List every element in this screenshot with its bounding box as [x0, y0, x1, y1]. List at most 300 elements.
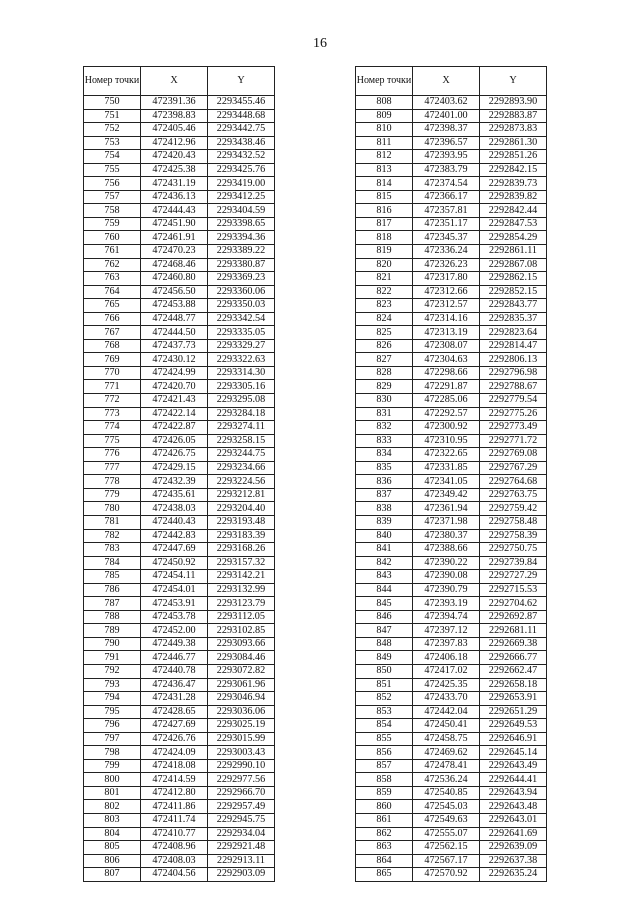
- cell-y: 2293204.40: [208, 502, 275, 516]
- cell-point-number: 793: [84, 678, 141, 692]
- table-row: [84, 719, 275, 733]
- cell-point-number: 823: [356, 299, 413, 313]
- table-row: [356, 813, 547, 827]
- cell-point-number: 812: [356, 150, 413, 164]
- cell-y: 2292727.29: [480, 570, 547, 584]
- cell-x: 472453.78: [141, 610, 208, 624]
- cell-point-number: 850: [356, 664, 413, 678]
- table-row: [84, 610, 275, 624]
- table-row: [356, 123, 547, 137]
- cell-x: 472540.85: [413, 786, 480, 800]
- cell-y: 2292635.24: [480, 868, 547, 882]
- cell-x: 472312.66: [413, 285, 480, 299]
- cell-y: 2292867.08: [480, 258, 547, 272]
- cell-x: 472446.77: [141, 651, 208, 665]
- table-row: [356, 705, 547, 719]
- table-row: [356, 96, 547, 110]
- table-row: [84, 258, 275, 272]
- cell-x: 472452.00: [141, 624, 208, 638]
- table-row: [84, 394, 275, 408]
- cell-point-number: 754: [84, 150, 141, 164]
- cell-point-number: 847: [356, 624, 413, 638]
- cell-x: 472341.05: [413, 475, 480, 489]
- cell-point-number: 814: [356, 177, 413, 191]
- cell-y: 2292769.08: [480, 448, 547, 462]
- cell-point-number: 758: [84, 204, 141, 218]
- table-row: [356, 190, 547, 204]
- cell-y: 2293142.21: [208, 570, 275, 584]
- cell-point-number: 865: [356, 868, 413, 882]
- cell-x: 472431.19: [141, 177, 208, 191]
- table-row: [84, 664, 275, 678]
- cell-x: 472478.41: [413, 759, 480, 773]
- table-row: [84, 326, 275, 340]
- cell-y: 2293132.99: [208, 583, 275, 597]
- table-row: [84, 502, 275, 516]
- cell-point-number: 777: [84, 461, 141, 475]
- table-row: [356, 475, 547, 489]
- cell-x: 472411.86: [141, 800, 208, 814]
- cell-x: 472336.24: [413, 245, 480, 259]
- table-row: [84, 705, 275, 719]
- cell-point-number: 782: [84, 529, 141, 543]
- cell-y: 2292643.94: [480, 786, 547, 800]
- cell-y: 2293425.76: [208, 163, 275, 177]
- table-row: [84, 759, 275, 773]
- cell-point-number: 803: [84, 813, 141, 827]
- header-y: Y: [480, 67, 547, 96]
- cell-y: 2292835.37: [480, 312, 547, 326]
- cell-y: 2293419.00: [208, 177, 275, 191]
- cell-y: 2293394.36: [208, 231, 275, 245]
- cell-x: 472442.04: [413, 705, 480, 719]
- cell-point-number: 788: [84, 610, 141, 624]
- cell-y: 2293036.06: [208, 705, 275, 719]
- cell-point-number: 834: [356, 448, 413, 462]
- cell-x: 472317.80: [413, 272, 480, 286]
- cell-x: 472326.23: [413, 258, 480, 272]
- cell-point-number: 820: [356, 258, 413, 272]
- cell-y: 2292649.53: [480, 719, 547, 733]
- table-row: [84, 136, 275, 150]
- table-row: [356, 272, 547, 286]
- cell-point-number: 770: [84, 366, 141, 380]
- cell-y: 2292739.84: [480, 556, 547, 570]
- cell-point-number: 799: [84, 759, 141, 773]
- table-row: [356, 773, 547, 787]
- cell-y: 2293084.46: [208, 651, 275, 665]
- table-row: [84, 339, 275, 353]
- table-row: [84, 96, 275, 110]
- cell-x: 472444.43: [141, 204, 208, 218]
- table-row: [84, 570, 275, 584]
- cell-y: 2293322.63: [208, 353, 275, 367]
- cell-point-number: 831: [356, 407, 413, 421]
- table-row: [84, 515, 275, 529]
- cell-y: 2293183.39: [208, 529, 275, 543]
- table-row: [84, 150, 275, 164]
- cell-y: 2293432.52: [208, 150, 275, 164]
- cell-point-number: 835: [356, 461, 413, 475]
- table-row: [84, 299, 275, 313]
- cell-point-number: 837: [356, 488, 413, 502]
- table-row: [356, 786, 547, 800]
- cell-point-number: 805: [84, 841, 141, 855]
- cell-point-number: 760: [84, 231, 141, 245]
- table-row: [84, 123, 275, 137]
- cell-x: 472417.02: [413, 664, 480, 678]
- cell-x: 472470.23: [141, 245, 208, 259]
- cell-y: 2292764.68: [480, 475, 547, 489]
- table-row: [356, 326, 547, 340]
- cell-point-number: 763: [84, 272, 141, 286]
- cell-point-number: 825: [356, 326, 413, 340]
- cell-x: 472436.13: [141, 190, 208, 204]
- cell-point-number: 839: [356, 515, 413, 529]
- cell-x: 472408.03: [141, 854, 208, 868]
- cell-x: 472436.47: [141, 678, 208, 692]
- table-row: [356, 461, 547, 475]
- cell-y: 2293295.08: [208, 394, 275, 408]
- cell-y: 2293284.18: [208, 407, 275, 421]
- cell-x: 472442.83: [141, 529, 208, 543]
- cell-x: 472424.09: [141, 746, 208, 760]
- cell-point-number: 815: [356, 190, 413, 204]
- cell-point-number: 781: [84, 515, 141, 529]
- cell-x: 472298.66: [413, 366, 480, 380]
- cell-x: 472404.56: [141, 868, 208, 882]
- cell-x: 472331.85: [413, 461, 480, 475]
- cell-x: 472549.63: [413, 813, 480, 827]
- cell-point-number: 852: [356, 692, 413, 706]
- cell-x: 472351.17: [413, 217, 480, 231]
- cell-x: 472322.65: [413, 448, 480, 462]
- cell-x: 472357.81: [413, 204, 480, 218]
- cell-x: 472310.95: [413, 434, 480, 448]
- cell-x: 472562.15: [413, 841, 480, 855]
- table-row: [356, 312, 547, 326]
- cell-point-number: 773: [84, 407, 141, 421]
- cell-point-number: 858: [356, 773, 413, 787]
- table-row: [84, 448, 275, 462]
- cell-x: 472570.92: [413, 868, 480, 882]
- cell-y: 2293369.23: [208, 272, 275, 286]
- cell-y: 2292645.14: [480, 746, 547, 760]
- table-row: [356, 610, 547, 624]
- cell-point-number: 768: [84, 339, 141, 353]
- cell-x: 472393.95: [413, 150, 480, 164]
- cell-x: 472435.61: [141, 488, 208, 502]
- table-row: [356, 651, 547, 665]
- table-row: [356, 339, 547, 353]
- cell-x: 472371.98: [413, 515, 480, 529]
- table-row: [356, 177, 547, 191]
- cell-point-number: 857: [356, 759, 413, 773]
- table-row: [356, 543, 547, 557]
- cell-x: 472405.46: [141, 123, 208, 137]
- cell-y: 2293314.30: [208, 366, 275, 380]
- cell-x: 472469.62: [413, 746, 480, 760]
- table-row: [356, 759, 547, 773]
- cell-y: 2292852.15: [480, 285, 547, 299]
- table-row: [84, 529, 275, 543]
- cell-x: 472437.73: [141, 339, 208, 353]
- cell-x: 472430.12: [141, 353, 208, 367]
- cell-x: 472390.79: [413, 583, 480, 597]
- cell-x: 472536.24: [413, 773, 480, 787]
- cell-point-number: 861: [356, 813, 413, 827]
- cell-y: 2292639.09: [480, 841, 547, 855]
- table-row: [84, 678, 275, 692]
- cell-y: 2292704.62: [480, 597, 547, 611]
- table-row: [356, 800, 547, 814]
- cell-x: 472567.17: [413, 854, 480, 868]
- table-row: [84, 285, 275, 299]
- cell-x: 472456.50: [141, 285, 208, 299]
- cell-point-number: 821: [356, 272, 413, 286]
- cell-point-number: 783: [84, 543, 141, 557]
- table-row: [356, 827, 547, 841]
- cell-y: 2293003.43: [208, 746, 275, 760]
- cell-point-number: 761: [84, 245, 141, 259]
- table-row: [84, 312, 275, 326]
- cell-y: 2292893.90: [480, 96, 547, 110]
- cell-x: 472448.77: [141, 312, 208, 326]
- cell-point-number: 769: [84, 353, 141, 367]
- cell-x: 472421.43: [141, 394, 208, 408]
- cell-y: 2292977.56: [208, 773, 275, 787]
- cell-point-number: 841: [356, 543, 413, 557]
- cell-y: 2292643.48: [480, 800, 547, 814]
- table-row: [356, 299, 547, 313]
- cell-point-number: 789: [84, 624, 141, 638]
- cell-x: 472453.91: [141, 597, 208, 611]
- cell-y: 2292842.44: [480, 204, 547, 218]
- cell-x: 472450.92: [141, 556, 208, 570]
- cell-y: 2292966.70: [208, 786, 275, 800]
- cell-x: 472426.05: [141, 434, 208, 448]
- table-row: [84, 109, 275, 123]
- cell-y: 2292861.11: [480, 245, 547, 259]
- cell-y: 2293380.87: [208, 258, 275, 272]
- cell-y: 2293360.06: [208, 285, 275, 299]
- cell-y: 2292913.11: [208, 854, 275, 868]
- table-body-right: [356, 96, 547, 882]
- cell-x: 472424.99: [141, 366, 208, 380]
- cell-point-number: 864: [356, 854, 413, 868]
- cell-point-number: 780: [84, 502, 141, 516]
- cell-y: 2293168.26: [208, 543, 275, 557]
- cell-point-number: 836: [356, 475, 413, 489]
- cell-point-number: 764: [84, 285, 141, 299]
- table-row: [356, 854, 547, 868]
- table-row: [84, 204, 275, 218]
- cell-point-number: 776: [84, 448, 141, 462]
- cell-y: 2292842.15: [480, 163, 547, 177]
- cell-x: 472394.74: [413, 610, 480, 624]
- header-x: X: [141, 67, 208, 96]
- table-row: [84, 692, 275, 706]
- cell-x: 472420.70: [141, 380, 208, 394]
- cell-x: 472433.70: [413, 692, 480, 706]
- cell-point-number: 844: [356, 583, 413, 597]
- cell-y: 2292641.69: [480, 827, 547, 841]
- cell-y: 2293412.25: [208, 190, 275, 204]
- cell-y: 2292779.54: [480, 394, 547, 408]
- cell-x: 472345.37: [413, 231, 480, 245]
- table-row: [84, 421, 275, 435]
- cell-point-number: 787: [84, 597, 141, 611]
- table-row: [84, 190, 275, 204]
- cell-y: 2293072.82: [208, 664, 275, 678]
- cell-point-number: 848: [356, 637, 413, 651]
- cell-point-number: 804: [84, 827, 141, 841]
- header-row: [356, 67, 547, 96]
- cell-y: 2292861.30: [480, 136, 547, 150]
- cell-y: 2293025.19: [208, 719, 275, 733]
- table-row: [84, 813, 275, 827]
- table-row: [84, 841, 275, 855]
- table-row: [84, 366, 275, 380]
- table-row: [356, 258, 547, 272]
- cell-point-number: 816: [356, 204, 413, 218]
- table-row: [84, 637, 275, 651]
- cell-y: 2292767.29: [480, 461, 547, 475]
- cell-y: 2292669.38: [480, 637, 547, 651]
- cell-x: 472425.35: [413, 678, 480, 692]
- cell-y: 2292903.09: [208, 868, 275, 882]
- cell-x: 472447.69: [141, 543, 208, 557]
- cell-y: 2292883.87: [480, 109, 547, 123]
- cell-y: 2293335.05: [208, 326, 275, 340]
- cell-y: 2293102.85: [208, 624, 275, 638]
- cell-point-number: 828: [356, 366, 413, 380]
- cell-x: 472380.37: [413, 529, 480, 543]
- table-row: [84, 597, 275, 611]
- cell-point-number: 800: [84, 773, 141, 787]
- table-row: [84, 868, 275, 882]
- cell-point-number: 752: [84, 123, 141, 137]
- cell-y: 2293212.81: [208, 488, 275, 502]
- table-row: [84, 651, 275, 665]
- table-row: [356, 597, 547, 611]
- cell-point-number: 802: [84, 800, 141, 814]
- cell-point-number: 785: [84, 570, 141, 584]
- table-row: [84, 177, 275, 191]
- table-row: [84, 461, 275, 475]
- cell-x: 472454.11: [141, 570, 208, 584]
- cell-point-number: 795: [84, 705, 141, 719]
- cell-x: 472300.92: [413, 421, 480, 435]
- cell-y: 2293123.79: [208, 597, 275, 611]
- cell-x: 472431.28: [141, 692, 208, 706]
- table-row: [84, 353, 275, 367]
- cell-point-number: 833: [356, 434, 413, 448]
- cell-y: 2293244.75: [208, 448, 275, 462]
- cell-y: 2292843.77: [480, 299, 547, 313]
- cell-x: 472410.77: [141, 827, 208, 841]
- cell-point-number: 755: [84, 163, 141, 177]
- cell-y: 2293112.05: [208, 610, 275, 624]
- cell-y: 2293015.99: [208, 732, 275, 746]
- table-row: [84, 556, 275, 570]
- cell-point-number: 813: [356, 163, 413, 177]
- table-row: [356, 664, 547, 678]
- table-row: [84, 786, 275, 800]
- cell-x: 472374.54: [413, 177, 480, 191]
- cell-x: 472361.94: [413, 502, 480, 516]
- cell-x: 472304.63: [413, 353, 480, 367]
- table-row: [84, 854, 275, 868]
- cell-point-number: 762: [84, 258, 141, 272]
- cell-point-number: 859: [356, 786, 413, 800]
- cell-y: 2293350.03: [208, 299, 275, 313]
- cell-point-number: 843: [356, 570, 413, 584]
- cell-point-number: 811: [356, 136, 413, 150]
- page-number: 16: [313, 36, 327, 51]
- cell-x: 472444.50: [141, 326, 208, 340]
- cell-x: 472383.79: [413, 163, 480, 177]
- coordinates-table-right: [355, 66, 547, 882]
- cell-y: 2292759.42: [480, 502, 547, 516]
- cell-y: 2293442.75: [208, 123, 275, 137]
- cell-point-number: 808: [356, 96, 413, 110]
- cell-x: 472429.15: [141, 461, 208, 475]
- table-row: [356, 163, 547, 177]
- cell-x: 472308.07: [413, 339, 480, 353]
- cell-point-number: 756: [84, 177, 141, 191]
- table-row: [84, 543, 275, 557]
- cell-y: 2293389.22: [208, 245, 275, 259]
- cell-x: 472468.46: [141, 258, 208, 272]
- cell-point-number: 845: [356, 597, 413, 611]
- cell-point-number: 817: [356, 217, 413, 231]
- cell-y: 2293398.65: [208, 217, 275, 231]
- table-row: [84, 434, 275, 448]
- cell-x: 472397.83: [413, 637, 480, 651]
- cell-point-number: 757: [84, 190, 141, 204]
- cell-point-number: 855: [356, 732, 413, 746]
- cell-x: 472432.39: [141, 475, 208, 489]
- cell-point-number: 829: [356, 380, 413, 394]
- cell-point-number: 810: [356, 123, 413, 137]
- table-row: [84, 475, 275, 489]
- table-row: [84, 231, 275, 245]
- table-row: [356, 434, 547, 448]
- cell-point-number: 775: [84, 434, 141, 448]
- cell-y: 2292758.39: [480, 529, 547, 543]
- table-row: [356, 448, 547, 462]
- cell-y: 2293329.27: [208, 339, 275, 353]
- cell-x: 472401.00: [413, 109, 480, 123]
- cell-y: 2292773.49: [480, 421, 547, 435]
- cell-y: 2292814.47: [480, 339, 547, 353]
- cell-x: 472425.38: [141, 163, 208, 177]
- cell-y: 2292934.04: [208, 827, 275, 841]
- cell-x: 472426.75: [141, 448, 208, 462]
- header-point-number: Номер точки: [84, 67, 141, 96]
- cell-x: 472285.06: [413, 394, 480, 408]
- cell-point-number: 818: [356, 231, 413, 245]
- table-row: [84, 732, 275, 746]
- cell-point-number: 840: [356, 529, 413, 543]
- cell-point-number: 766: [84, 312, 141, 326]
- table-row: [356, 245, 547, 259]
- table-row: [356, 488, 547, 502]
- cell-point-number: 750: [84, 96, 141, 110]
- cell-x: 472420.43: [141, 150, 208, 164]
- cell-point-number: 767: [84, 326, 141, 340]
